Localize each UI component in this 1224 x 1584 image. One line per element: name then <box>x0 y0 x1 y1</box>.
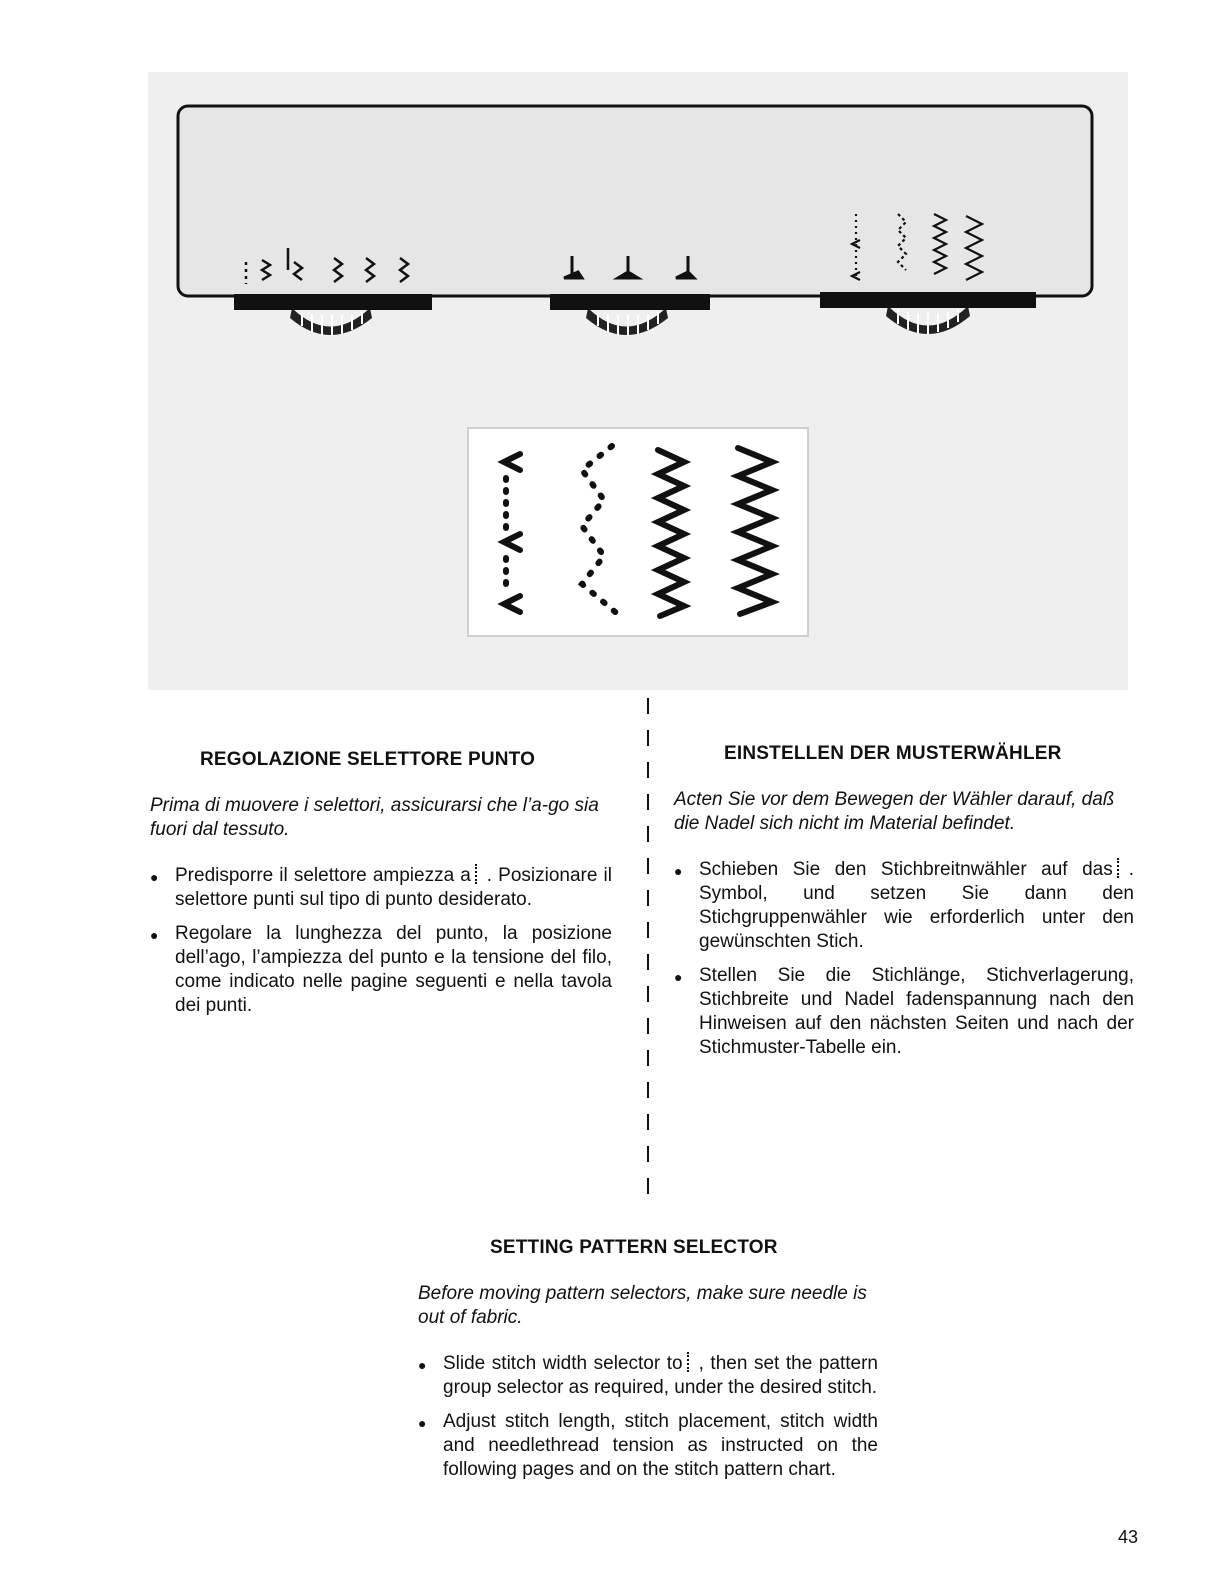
selector-panel-illustration <box>0 0 1224 700</box>
english-heading: SETTING PATTERN SELECTOR <box>490 1237 778 1258</box>
selector-panel <box>178 106 1092 296</box>
english-bullets <box>418 1352 878 1482</box>
italian-bullet-1-start: Predisporre il selettore ampiezza a <box>175 865 471 886</box>
german-bullet-1 <box>674 858 1134 954</box>
stitch-width-symbol-icon <box>687 1352 697 1372</box>
english-bullet-1-start: Slide stitch width selector to <box>443 1353 683 1374</box>
italian-bullet-2: ● Regolare la lunghezza del punto, la posizione dell’ago, l’ampiezza del punto e la tensione del filo, come indicato nelle pagine seguenti e nella tavola dei punti. <box>150 922 612 1018</box>
stitch-width-symbol-icon <box>1117 858 1127 878</box>
italian-bullets <box>150 864 612 1018</box>
stitch-width-symbol-icon <box>475 864 485 884</box>
german-bullets <box>674 858 1134 1060</box>
english-bullet-1-end: , then set the pattern group selector as required, under the desired stitch. <box>443 1353 878 1398</box>
italian-heading: REGOLAZIONE SELETTORE PUNTO <box>200 749 536 770</box>
column-divider <box>636 698 660 1208</box>
italian-bullet-1-end: . Posizionare il selettore punti sul tipo di punto desiderato. <box>175 865 612 910</box>
german-section <box>674 742 1134 1070</box>
german-bullet-1-end: . Symbol, und setzen Sie dann den Stichgruppenwähler wie erforderlich unter den gewünschten Stich. <box>699 859 1134 952</box>
italian-intro: Prima di muovere i selettori, assicurarsi che l’a-go sia fuori dal tessuto. <box>150 795 599 840</box>
german-bullet-2: ● Stellen Sie die Stichlänge, Stichverlagerung, Stichbreite und Nadel fadenspannung nach den Hinweisen auf den nächsten Seiten und nach der Stichmuster-Tabelle ein. <box>674 964 1134 1060</box>
page-number: 43 <box>1118 1527 1139 1547</box>
german-bullet-1-start: Schieben Sie den Stichbreitnwähler auf das <box>699 859 1113 880</box>
german-heading: EINSTELLEN DER MUSTERWÄHLER <box>724 743 1062 764</box>
english-section <box>418 1236 878 1492</box>
german-intro: Acten Sie vor dem Bewegen der Wähler darauf, daß die Nadel sich nicht im Material befindet. <box>674 789 1115 834</box>
italian-section <box>150 748 612 1028</box>
italian-bullet-1 <box>150 864 612 912</box>
english-intro: Before moving pattern selectors, make sure needle is out of fabric. <box>418 1283 867 1328</box>
english-bullet-2: ● Adjust stitch length, stitch placement, stitch width and needlethread tension as instructed on the following pages and on the stitch pattern chart. <box>418 1410 878 1482</box>
english-bullet-1 <box>418 1352 878 1400</box>
